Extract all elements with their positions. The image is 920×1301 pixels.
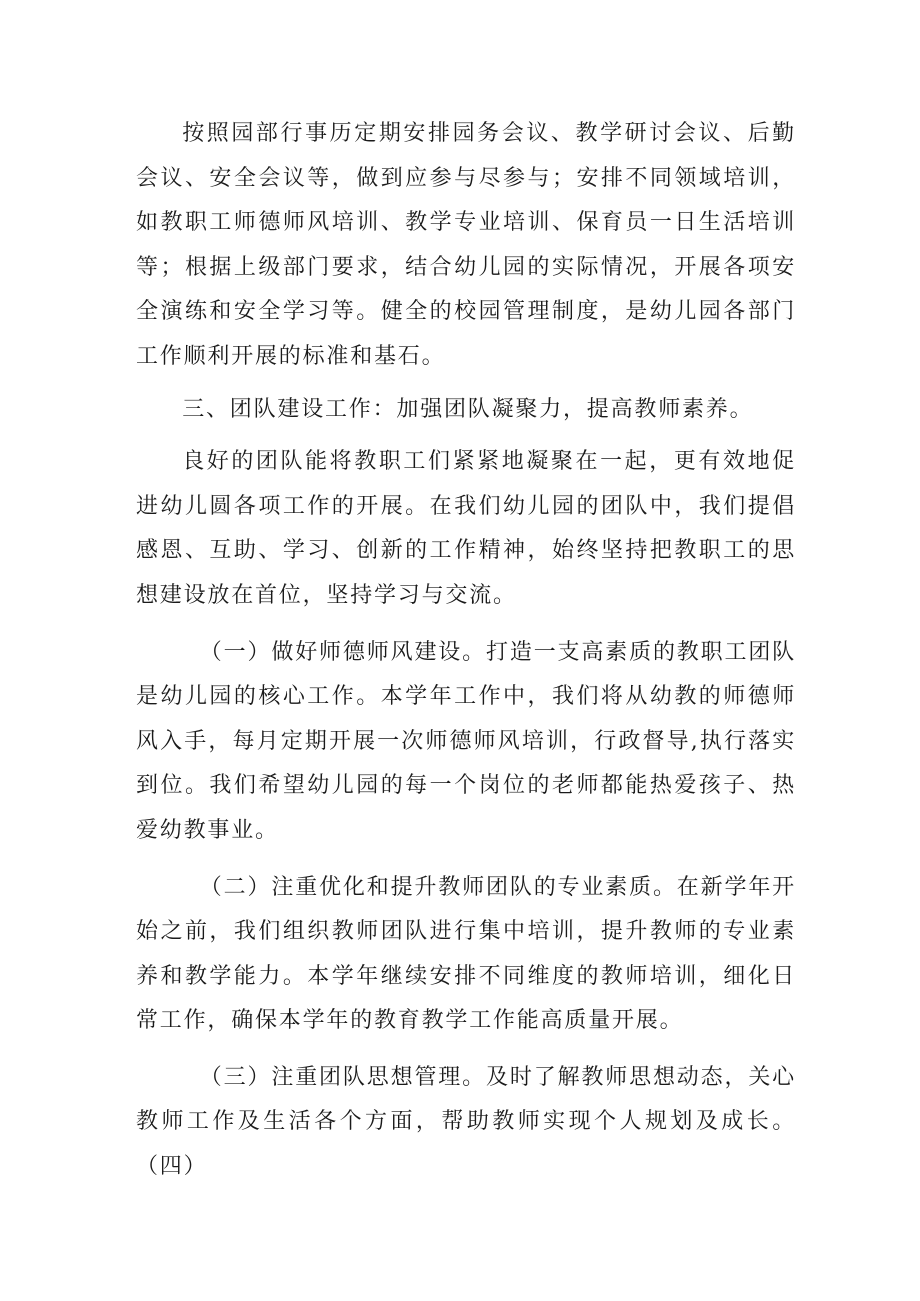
paragraph-team-intro: 良好的团队能将教职工们紧紧地凝聚在一起，更有效地促进幼儿圆各项工作的开展。在我们幼儿园的团队中，我们提倡感恩、互助、学习、创新的工作精神，始终坚持把教职工的思想建设放在首位，坚持学习与交流。	[136, 449, 796, 608]
document-body	[136, 112, 796, 1190]
paragraph-item-three: （三）注重团队思想管理。及时了解教师思想动态，关心教师工作及生活各个方面，帮助教师实现个人规划及成长。（四）	[136, 1064, 796, 1180]
paragraph-management-meetings: 按照园部行事历定期安排园务会议、教学研讨会议、后勤会议、安全会议等，做到应参与尽参与；安排不同领域培训，如教职工师德师风培训、教学专业培训、保育员一日生活培训等；根据上级部门要求，结合幼儿园的实际情况，开展各项安全演练和安全学习等。健全的校园管理制度，是幼儿园各部门工作顺利开展的标准和基石。	[136, 121, 796, 369]
section-heading-team-building: 三、团队建设工作：加强团队凝聚力，提高教师素养。	[182, 396, 754, 422]
paragraph-item-two: （二）注重优化和提升教师团队的专业素质。在新学年开始之前，我们组织教师团队进行集中培训，提升教师的专业素养和教学能力。本学年继续安排不同维度的教师培训，细化日常工作，确保本学年的教育教学工作能高质量开展。	[136, 874, 796, 1034]
paragraph-item-one: （一）做好师德师风建设。打造一支高素质的教职工团队是幼儿园的核心工作。本学年工作中，我们将从幼教的师德师风入手，每月定期开展一次师德师风培训，行政督导,执行落实到位。我们希望幼儿园的每一个岗位的老师都能热爱孩子、热爱幼教事业。	[136, 639, 796, 843]
